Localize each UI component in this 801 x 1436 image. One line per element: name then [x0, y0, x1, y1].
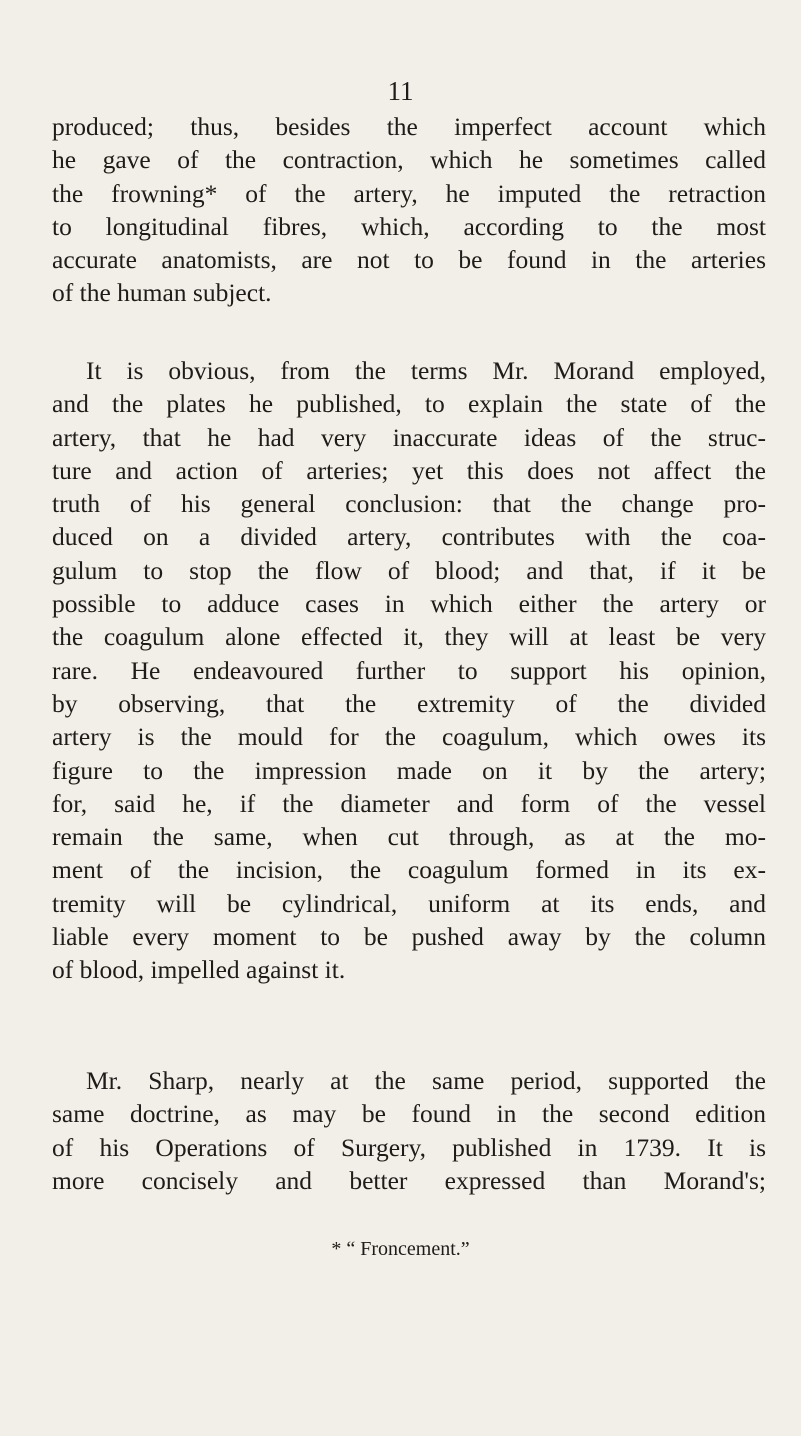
paragraph-1: [52, 110, 766, 310]
paragraph-3: [52, 1064, 766, 1197]
text-line: by observing, that the extremity of the divided: [52, 688, 766, 718]
text-line: accurate anatomists, are not to be found in the arteries: [52, 245, 766, 275]
text-line: It is obvious, from the terms Mr. Morand employed,: [86, 356, 766, 385]
paragraph-2: [52, 354, 766, 987]
text-line: and the plates he published, to explain the state of the: [52, 389, 766, 419]
text-line: duced on a divided artery, contributes with the coa-: [52, 522, 766, 552]
text-line: he gave of the contraction, which he sometimes called: [52, 145, 766, 175]
text-line: same doctrine, as may be found in the second edition: [52, 1099, 766, 1129]
text-line: produced; thus, besides the imperfect account which: [52, 112, 766, 141]
text-line: possible to adduce cases in which either the artery or: [52, 589, 766, 619]
text-line: Mr. Sharp, nearly at the same period, supported the: [86, 1066, 766, 1095]
text-line: ment of the incision, the coagulum formed in its ex-: [52, 855, 766, 885]
text-line: gulum to stop the flow of blood; and that, if it be: [52, 555, 766, 585]
text-line: to longitudinal fibres, which, according to the most: [52, 211, 766, 241]
page-number: 11: [387, 76, 414, 106]
text-line: rare. He endeavoured further to support his opinion,: [52, 655, 766, 685]
text-line: remain the same, when cut through, as at the mo-: [52, 822, 766, 852]
text-line: truth of his general conclusion: that the change pro-: [52, 489, 766, 519]
text-line: the coagulum alone effected it, they will at least be very: [52, 622, 766, 652]
text-line: tremity will be cylindrical, uniform at its ends, and: [52, 888, 766, 918]
text-line: liable every moment to be pushed away by the column: [52, 922, 766, 952]
text-line: of his Operations of Surgery, published in 1739. It is: [52, 1132, 766, 1162]
text-line: artery is the mould for the coagulum, which owes its: [52, 722, 766, 752]
text-line: figure to the impression made on it by the artery;: [52, 755, 766, 785]
text-line: the frowning* of the artery, he imputed the retraction: [52, 178, 766, 208]
text-line: artery, that he had very inaccurate ideas of the struc-: [52, 422, 766, 452]
text-line: for, said he, if the diameter and form of the vessel: [52, 788, 766, 818]
footnote: * “ Froncement.”: [331, 1238, 470, 1260]
text-line: more concisely and better expressed than Morand's;: [52, 1165, 766, 1195]
text-line: of blood, impelled against it.: [52, 955, 346, 985]
text-line: of the human subject.: [52, 278, 272, 308]
text-line: ture and action of arteries; yet this does not affect the: [52, 455, 766, 485]
